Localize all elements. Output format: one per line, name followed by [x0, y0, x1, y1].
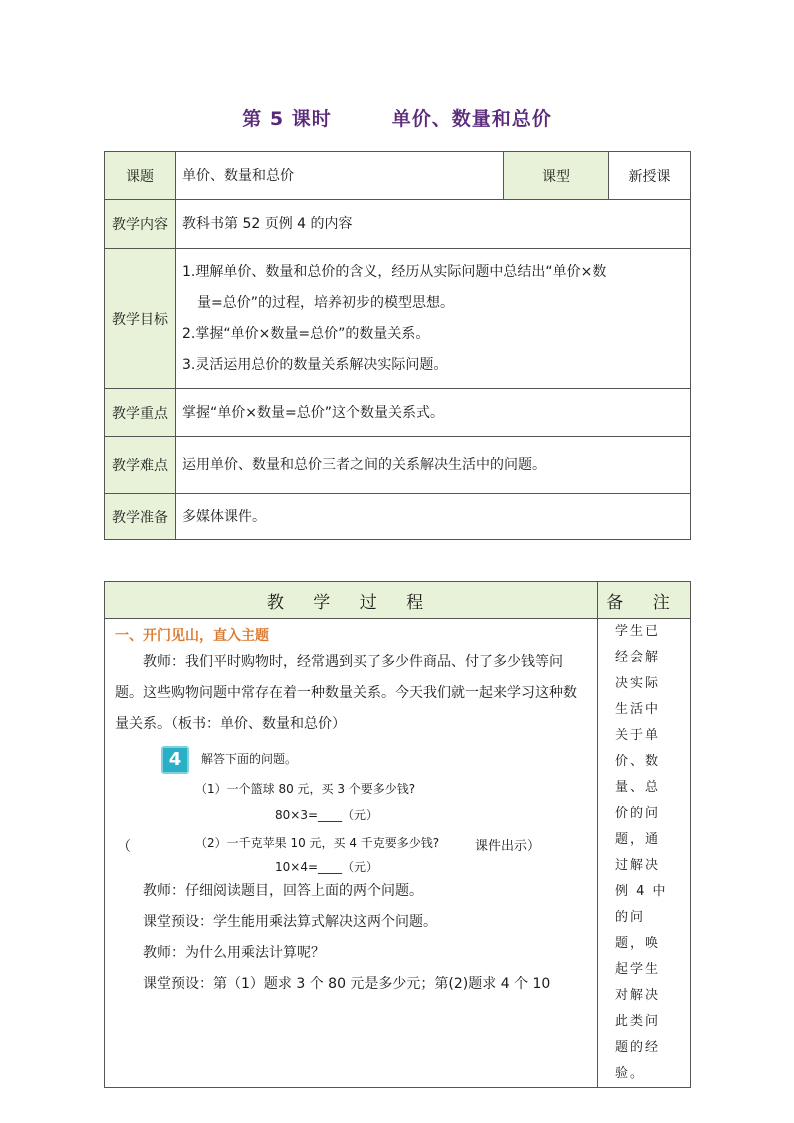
- topic-row: [105, 152, 691, 200]
- goals-label: 教学目标: [105, 249, 176, 389]
- example-4: [115, 740, 587, 874]
- process-header-row: [105, 582, 691, 619]
- goal-line-4: 3.灵活运用总价的数量关系解决实际问题。: [182, 356, 448, 373]
- goal-line-1: 1.理解单价、数量和总价的含义，经历从实际问题中总结出“单价×数: [182, 263, 607, 280]
- remark-text: 学生已经会解决实际生活中关于单价、数量、总价的问题，通过解决例 4 中的问题，唤起学生对解决此类问题的经验。: [615, 624, 668, 1081]
- process-line-3: 教师：为什么用乘法计算呢？: [143, 945, 325, 961]
- question-1: （1）一个篮球 80 元，买 3 个要多少钱?: [195, 782, 416, 796]
- difficulty-label: 教学难点: [105, 437, 176, 494]
- question-2: （2）一千克苹果 10 元，买 4 千克要多少钱?: [195, 836, 440, 850]
- goal-line-3: 2.掌握“单价×数量=总价”的数量关系。: [182, 325, 430, 342]
- content-row: [105, 200, 691, 249]
- prep-value: 多媒体课件。: [176, 494, 691, 540]
- prep-label: 教学准备: [105, 494, 176, 540]
- content-value: 教科书第 52 页例 4 的内容: [176, 200, 691, 249]
- page-title: [0, 104, 794, 131]
- content-label: 教学内容: [105, 200, 176, 249]
- example-prompt: 解答下面的问题。: [201, 752, 298, 766]
- note-header: 备 注: [598, 582, 691, 619]
- process-line-2: 课堂预设：学生能用乘法算式解决这两个问题。: [143, 914, 437, 930]
- teaching-process-table: [104, 581, 691, 1088]
- process-content: [105, 619, 598, 1088]
- courseware-note: 课件出示）: [475, 839, 541, 854]
- lesson-topic: 单价、数量和总价: [391, 108, 552, 130]
- example-number-badge: 4: [161, 746, 189, 774]
- lesson-number: 第 5 课时: [242, 108, 332, 130]
- process-body-row: [105, 619, 691, 1088]
- key-row: [105, 389, 691, 437]
- type-value: 新授课: [609, 152, 691, 200]
- topic-label: 课题: [105, 152, 176, 200]
- key-label: 教学重点: [105, 389, 176, 437]
- topic-value: 单价、数量和总价: [176, 152, 504, 200]
- equation-2: 10×4=____（元）: [275, 860, 379, 874]
- remark-cell: [598, 619, 691, 1088]
- paren-left: （: [117, 839, 131, 855]
- section-title: 一、开门见山，直入主题: [115, 628, 269, 644]
- goals-value: [176, 249, 691, 389]
- type-label: 课型: [504, 152, 609, 200]
- difficulty-row: [105, 437, 691, 494]
- difficulty-value: 运用单价、数量和总价三者之间的关系解决生活中的问题。: [176, 437, 691, 494]
- process-line-1: 教师：仔细阅读题目，回答上面的两个问题。: [143, 883, 423, 899]
- key-value: 掌握“单价×数量=总价”这个数量关系式。: [176, 389, 691, 437]
- prep-row: [105, 494, 691, 540]
- goal-line-2: 量=总价”的过程，培养初步的模型思想。: [197, 294, 454, 311]
- intro-paragraph: 教师：我们平时购物时，经常遇到买了多少件商品、付了多少钱等问题。这些购物问题中常存在着一种数量关系。今天我们就一起来学习这种数量关系。（板书：单价、数量和总价）: [115, 654, 577, 732]
- process-line-4: 课堂预设：第（1）题求 3 个 80 元是多少元；第(2)题求 4 个 10: [143, 976, 551, 992]
- equation-1: 80×3=____（元）: [275, 808, 379, 822]
- lesson-info-table: [104, 151, 691, 540]
- process-header: 教 学 过 程: [105, 582, 598, 619]
- goals-row: [105, 249, 691, 389]
